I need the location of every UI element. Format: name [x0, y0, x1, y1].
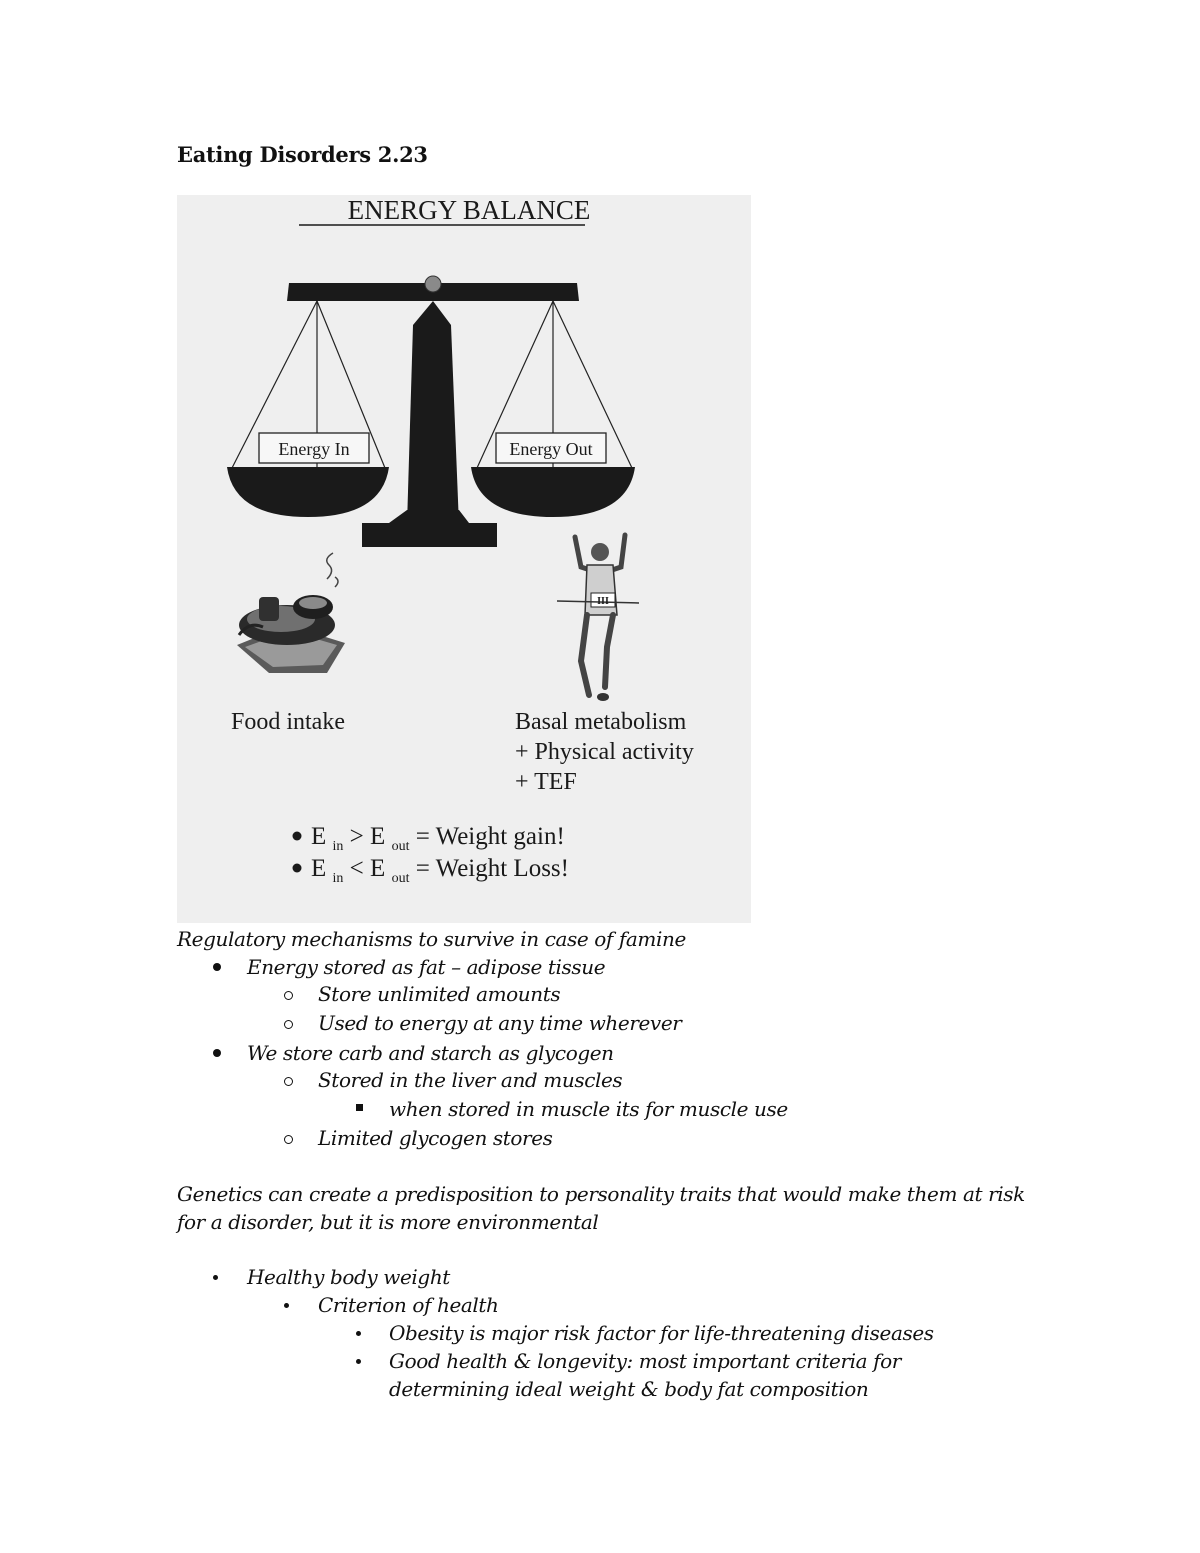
food-intake-caption: Food intake [231, 709, 345, 735]
weight-detail-2-line-2: determining ideal weight & body fat composition [389, 1377, 869, 1401]
page-title: Eating Disorders 2.23 [177, 142, 428, 167]
glycogen-sub-1-detail: when stored in muscle its for muscle use [389, 1097, 788, 1121]
expenditure-line-1: Basal metabolism [515, 709, 687, 735]
genetics-line-1: Genetics can create a predisposition to personality traits that would make them at risk [177, 1182, 1025, 1206]
weight-detail-2-line-1: Good health & longevity: most important criteria for [389, 1349, 901, 1373]
runner-bib-number: III [597, 596, 609, 607]
glycogen-sub-1: Stored in the liver and muscles [318, 1068, 623, 1092]
bullet-circle [284, 1020, 293, 1029]
weight-sub: Criterion of health [318, 1293, 499, 1317]
bullet-circle [284, 1135, 293, 1144]
equation-loss: E $_{in}$ < E $_{out}$ = Weight Loss! [311, 855, 569, 886]
bullet-dot [213, 1049, 221, 1057]
fat-item: Energy stored as fat – adipose tissue [247, 955, 606, 979]
bullet-small [213, 1275, 218, 1280]
fat-sub-2: Used to energy at any time wherever [318, 1011, 682, 1035]
bullet-square [356, 1104, 363, 1111]
figure-heading: ENERGY BALANCE [347, 195, 591, 225]
glycogen-item: We store carb and starch as glycogen [247, 1041, 614, 1065]
bullet-circle [284, 991, 293, 1000]
energy-in-label: Energy In [278, 439, 350, 459]
genetics-line-2: for a disorder, but it is more environmental [177, 1210, 599, 1234]
bullet-circle [284, 1077, 293, 1086]
weight-item: Healthy body weight [247, 1265, 450, 1289]
bullet-small [284, 1303, 289, 1308]
regulatory-heading: Regulatory mechanisms to survive in case of famine [177, 927, 686, 951]
bullet-dot [213, 963, 221, 971]
weight-detail-1: Obesity is major risk factor for life-threatening diseases [389, 1321, 934, 1345]
fat-sub-1: Store unlimited amounts [318, 982, 561, 1006]
energy-out-label: Energy Out [509, 439, 593, 459]
bullet-small [356, 1331, 361, 1336]
expenditure-line-2: + Physical activity [515, 739, 694, 765]
equation-gain: E $_{in}$ > E $_{out}$ = Weight gain! [311, 823, 565, 854]
bullet-small [356, 1359, 361, 1364]
expenditure-line-3: + TEF [515, 769, 577, 795]
glycogen-sub-2: Limited glycogen stores [318, 1126, 553, 1150]
